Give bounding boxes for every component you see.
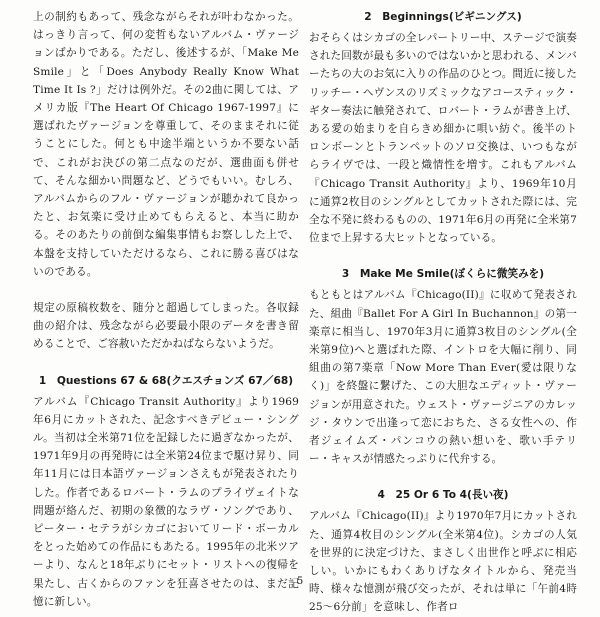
page-number: 5: [296, 576, 304, 587]
track-3-heading: 3 Make Me Smile(ぼくらに微笑みを): [341, 268, 545, 281]
track-2-heading: 2 Beginnings(ビギニングス): [364, 11, 522, 23]
track-3-text: もともとはアルバム『Chicago(II)』に収めて発表された、組曲『Ballet For A Girl In Buchannon』の第一楽章に相当し、1970年3月に通算3枚目のシングル(全米第9位)へと選ばれた際、イントロを大幅に削り、同組曲の第7楽章「Now More Than Ever(愛は限りなく)」を終盤に繋げた、この大胆なエディット・ヴァージョンが用意された。ウェスト・ヴァージニアのカレッジ・タウンで出逢って恋におちた、さる女性への、作者ジェイムズ・パンコウの熱い想いを、歌い手テリー・キャスが情感たっぷりに代弁する。: [309, 289, 577, 466]
track-2-text: おそらくはシカゴの全レパートリー中、ステージで演奏された回数が最も多いのではないかと思われる、メンバーたちの大のお気に入りの作品のひとつ。間近に接したリッチー・ヘヴンスのリズミックなアコースティック・ギター奏法に触発されて、ロバート・ラムが書き上げ、ある愛の始まりを自らきめ細かに唄い紡ぐ。後半のトロンボーンとトランペットのソロ交換は、いつもながらライヴでは、一段と熾情性を増す。これもアルバム『Chicago Transit Authority』より、1969年10月に通算2枚目のシングルとしてカットされた際には、完全な不発に終わるものの、1971年6月の再発に全米第7位まで上昇する大ヒットとなっている。: [309, 32, 577, 245]
apology-paragraph: 規定の原稿枚数を、随分と超過してしまった。各収録曲の紹介は、残念ながら必要最小限のデータを書き留めることで、ご容赦いただかねばならないようだ。: [33, 302, 299, 351]
track-4-heading: 4 25 Or 6 To 4(長い夜): [377, 489, 509, 502]
track-4-text: アルバム『Chicago(II)』より1970年7月にカットされた、通算4枚目のシングル(全米第4位)。シカゴの人気を世界的に決定づけた、まさしく出世作と呼ぶに相応しい。いかにもわくありげなタイトルから、発売当時、様々な憶測が飛び交ったが、それは単に「午前4時25～6分前」を意味し、作者ロ: [309, 510, 577, 614]
left-column: [33, 8, 303, 611]
intro-paragraph: 上の制約もあって、残念ながらそれが叶わなかった。はっきり言って、何の変哲もないアルバム・ヴァージョンばかりである。ただし、後述するが、「Make Me Smile」と「Does Anybody Really Know What Time It Is ?」だけは例外だ。その2曲に関しては、アメリカ版『The Heart Of Chicago 1967-1997』に選ばれたヴァージョンを尊重して、そのままそれに従うことにした。何とも中途半端というか不要ない話で、これがお決びの第二点なのだが、選曲面も併せて、そんな細かい問題など、どうでもいい。むしろ、アルバムからのフル・ヴァージョンが聴かれて良かったと、お気楽に受け止めてもらえると、本当に助かる。そのあたりの前倒な編集事情もお察しした上で、本盤を支持していただけるなら、これに勝る喜びはないのである。: [33, 11, 303, 278]
right-column: [309, 8, 577, 617]
track-1-text: アルバム『Chicago Transit Authority』より1969年6月にカットされた、記念すべきデビュー・シングル。当初は全米第71位を記録したに過ぎなかったが、1971年9月の再発時には全米第24位まで駆け昇り、同年11月には日本語ヴァージョンさえもが発表されたりした。作者であるロバート・ラムのプライヴェイトな問題が絡んだ、初期の象徴的なラヴ・ソングであり、ピーター・セテラがシカゴにおいてリード・ボーカルをとった始めての作品にもあたる。1995年の北米ツアーより、なんと18年ぶりにセット・リストへの復帰を果たし、古くからのファンを狂喜させたのは、まだ記憶に新しい。: [33, 395, 299, 608]
track-1-heading: 1 Questions 67 & 68(クエスチョンズ 67／68): [38, 374, 294, 387]
